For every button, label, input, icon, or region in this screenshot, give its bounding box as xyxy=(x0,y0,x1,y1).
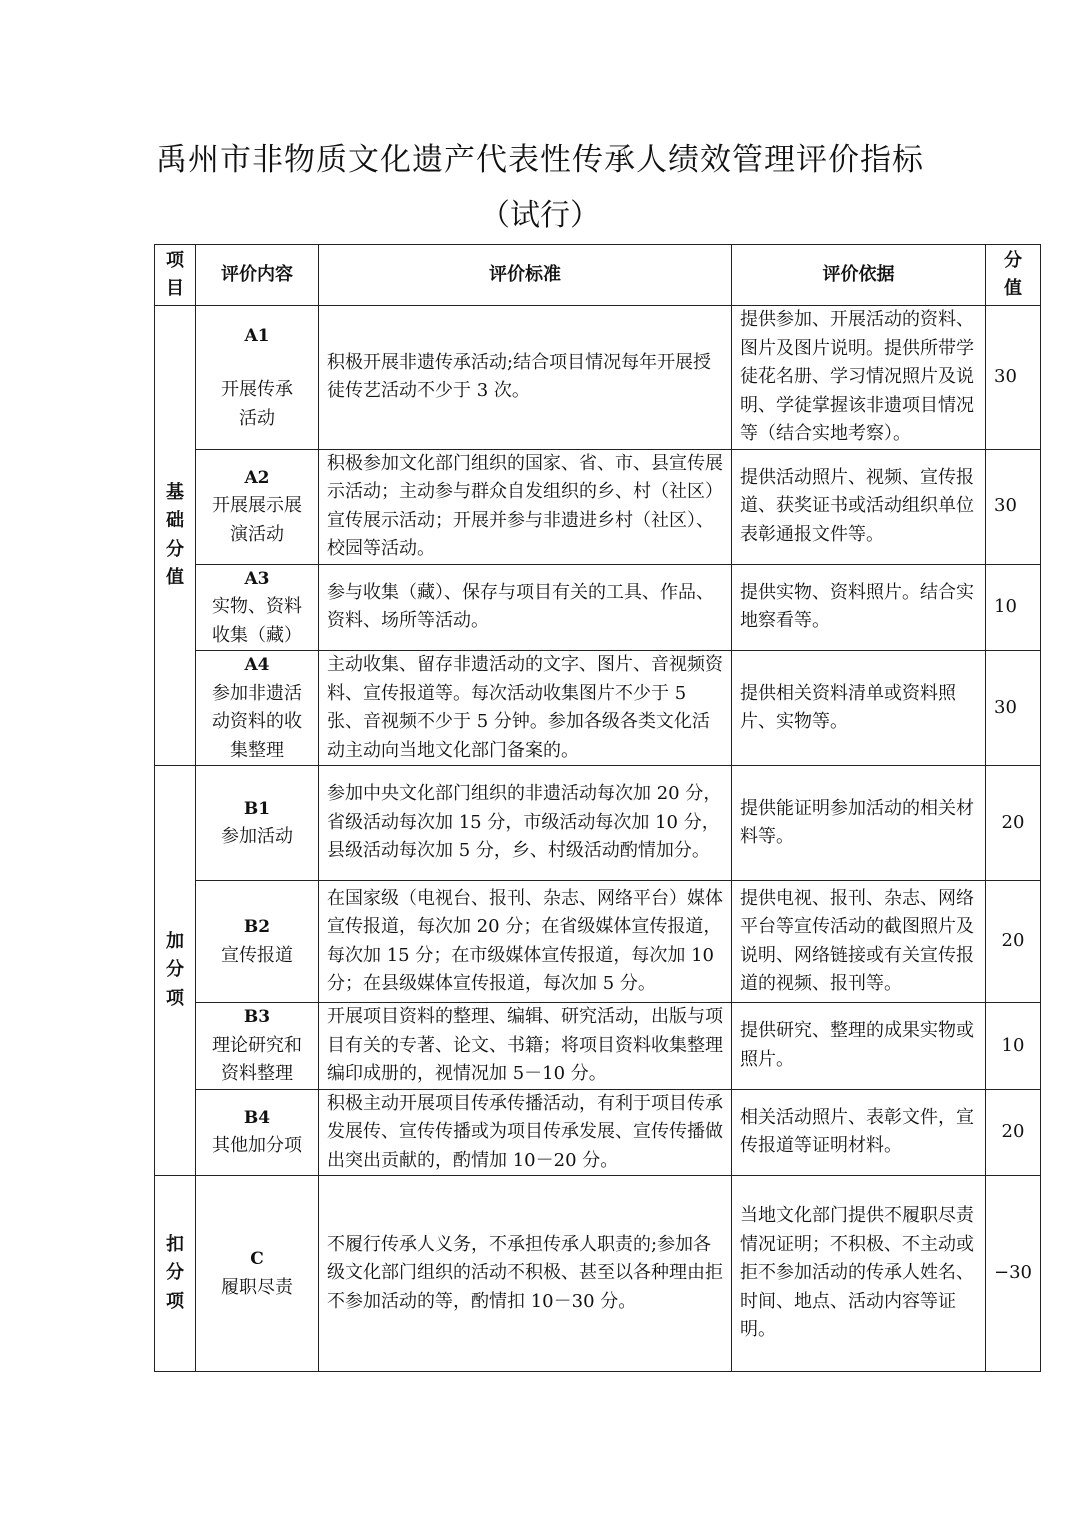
content-cell: B1 参加活动 xyxy=(196,766,319,881)
table-row xyxy=(155,1003,1041,1090)
basis-cell: 提供活动照片、视频、宣传报道、获奖证书或活动组织单位表彰通报文件等。 xyxy=(732,449,986,564)
score-cell: 10 xyxy=(986,1003,1041,1090)
basis-cell: 提供相关资料清单或资料照片、实物等。 xyxy=(732,651,986,766)
content-cell: A4 参加非遗活动资料的收集整理 xyxy=(196,651,319,766)
standard-cell: 积极主动开展项目传承传播活动，有利于项目传承发展传、宣传传播或为项目传承发展、宣传传播做出突出贡献的，酌情加 10－20 分。 xyxy=(319,1089,732,1176)
evaluation-table xyxy=(154,244,1041,1372)
table-row xyxy=(155,1089,1041,1176)
table-row xyxy=(155,651,1041,766)
standard-cell: 不履行传承人义务，不承担传承人职责的;参加各级文化部门组织的活动不积极、甚至以各种理由拒不参加活动的等，酌情扣 10－30 分。 xyxy=(319,1176,732,1372)
standard-cell: 参加中央文化部门组织的非遗活动每次加 20 分，省级活动每次加 15 分，市级活动每次加 10 分，县级活动每次加 5 分，乡、村级活动酌情加分。 xyxy=(319,766,732,881)
score-cell: 30 xyxy=(986,651,1041,766)
basis-cell: 提供实物、资料照片。结合实地察看等。 xyxy=(732,564,986,651)
score-cell: 30 xyxy=(986,449,1041,564)
table-row xyxy=(155,766,1041,881)
group-bonus-items: 加 分 项 xyxy=(155,766,196,1176)
table-row xyxy=(155,306,1041,450)
basis-cell: 提供研究、整理的成果实物或照片。 xyxy=(732,1003,986,1090)
content-cell: A3 实物、资料收集（藏） xyxy=(196,564,319,651)
basis-cell: 提供参加、开展活动的资料、图片及图片说明。提供所带学徒花名册、学习情况照片及说明、学徒掌握该非遗项目情况等（结合实地考察）。 xyxy=(732,306,986,450)
basis-cell: 提供能证明参加活动的相关材料等。 xyxy=(732,766,986,881)
content-cell: C 履职尽责 xyxy=(196,1176,319,1372)
document-subtitle: （试行） xyxy=(480,198,600,233)
basis-cell: 当地文化部门提供不履职尽责情况证明；不积极、不主动或拒不参加活动的传承人姓名、时间、地点、活动内容等证明。 xyxy=(732,1176,986,1372)
table-row xyxy=(155,449,1041,564)
table-row xyxy=(155,881,1041,1003)
score-cell: 10 xyxy=(986,564,1041,651)
score-cell: 20 xyxy=(986,766,1041,881)
content-cell: B3 理论研究和资料整理 xyxy=(196,1003,319,1090)
content-cell: A1 开展传承 活动 xyxy=(196,306,319,450)
content-cell: A2 开展展示展演活动 xyxy=(196,449,319,564)
standard-cell: 在国家级（电视台、报刊、杂志、网络平台）媒体宣传报道，每次加 20 分；在省级媒体宣传报道，每次加 15 分；在市级媒体宣传报道，每次加 10 分；在县级媒体宣传报道，每次加 5 分。 xyxy=(319,881,732,1003)
standard-cell: 积极开展非遗传承活动;结合项目情况每年开展授徒传艺活动不少于 3 次。 xyxy=(319,306,732,450)
standard-cell: 参与收集（藏）、保存与项目有关的工具、作品、资料、场所等活动。 xyxy=(319,564,732,651)
score-cell: 30 xyxy=(986,306,1041,450)
header-standard: 评价标准 xyxy=(319,245,732,306)
table-row xyxy=(155,564,1041,651)
group-basic-score: 基 础 分 值 xyxy=(155,306,196,766)
basis-cell: 提供电视、报刊、杂志、网络平台等宣传活动的截图照片及说明、网络链接或有关宣传报道的视频、报刊等。 xyxy=(732,881,986,1003)
header-content: 评价内容 xyxy=(196,245,319,306)
document-title: 禹州市非物质文化遗产代表性传承人绩效管理评价指标 xyxy=(156,142,924,178)
score-cell: 20 xyxy=(986,1089,1041,1176)
header-basis: 评价依据 xyxy=(732,245,986,306)
table-row xyxy=(155,1176,1041,1372)
standard-cell: 主动收集、留存非遗活动的文字、图片、音视频资料、宣传报道等。每次活动收集图片不少于 5 张、音视频不少于 5 分钟。参加各级各类文化活动主动向当地文化部门备案的。 xyxy=(319,651,732,766)
score-cell: −30 xyxy=(986,1176,1041,1372)
basis-cell: 相关活动照片、表彰文件，宣传报道等证明材料。 xyxy=(732,1089,986,1176)
standard-cell: 开展项目资料的整理、编辑、研究活动，出版与项目有关的专著、论文、书籍；将项目资料收集整理编印成册的，视情况加 5－10 分。 xyxy=(319,1003,732,1090)
content-cell: B2 宣传报道 xyxy=(196,881,319,1003)
standard-cell: 积极参加文化部门组织的国家、省、市、县宣传展示活动；主动参与群众自发组织的乡、村（社区）宣传展示活动；开展并参与非遗进乡村（社区）、校园等活动。 xyxy=(319,449,732,564)
header-category: 项 目 xyxy=(155,245,196,306)
group-deduction-items: 扣 分 项 xyxy=(155,1176,196,1372)
content-cell: B4 其他加分项 xyxy=(196,1089,319,1176)
score-cell: 20 xyxy=(986,881,1041,1003)
header-score: 分 值 xyxy=(986,245,1041,306)
table-header-row xyxy=(155,245,1041,306)
